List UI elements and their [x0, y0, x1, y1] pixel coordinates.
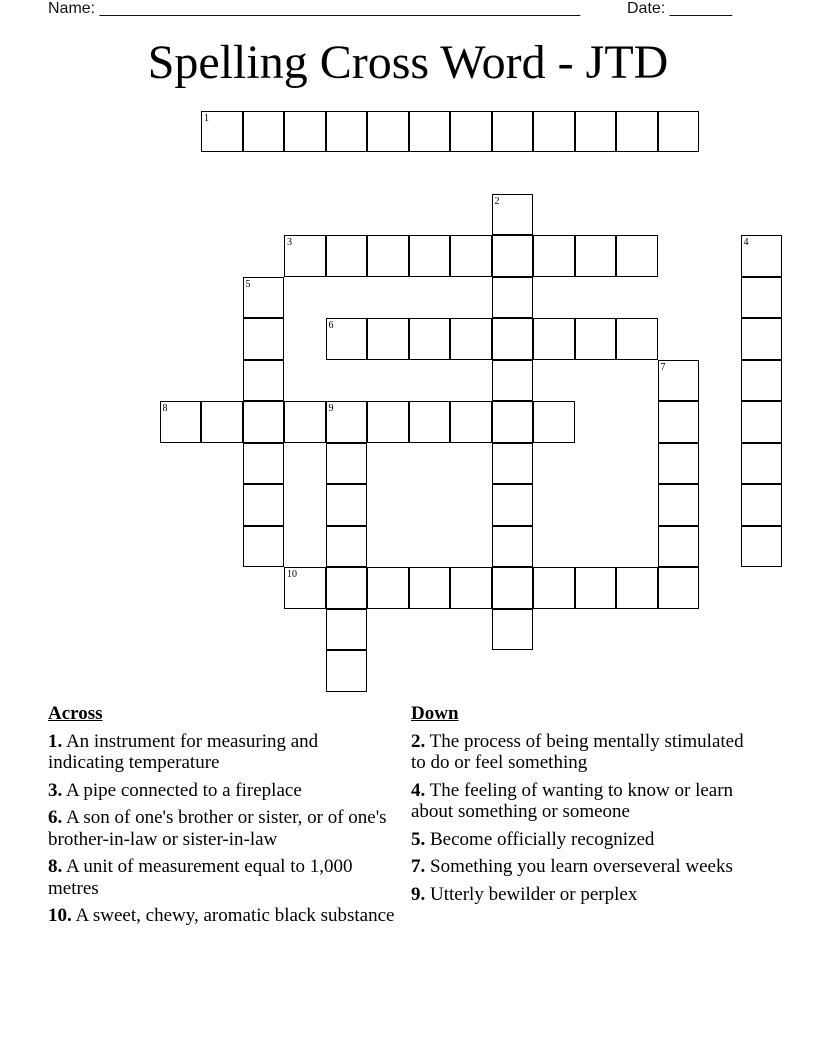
clue-text: A pipe connected to a fireplace	[62, 779, 302, 801]
crossword-cell[interactable]	[575, 235, 617, 277]
crossword-cell[interactable]	[492, 194, 534, 236]
crossword-cell[interactable]	[450, 401, 492, 443]
crossword-cell[interactable]	[741, 360, 783, 402]
crossword-cell[interactable]	[533, 318, 575, 360]
crossword-cell[interactable]	[533, 567, 575, 609]
crossword-cell[interactable]	[326, 567, 368, 609]
clue-text: An instrument for measuring and indicating temperature	[48, 730, 319, 773]
clue-number: 1.	[48, 730, 63, 752]
crossword-cell[interactable]	[450, 235, 492, 277]
clue-number: 4.	[411, 779, 426, 801]
crossword-cell[interactable]	[409, 401, 451, 443]
clue-number-label: 4	[743, 237, 749, 248]
crossword-cell[interactable]	[409, 111, 451, 153]
clue-number-label: 6	[328, 320, 334, 331]
crossword-cell[interactable]	[658, 567, 700, 609]
date-field-label: Date: _______	[627, 0, 732, 17]
crossword-cell[interactable]	[741, 318, 783, 360]
crossword-cell[interactable]	[492, 484, 534, 526]
crossword-cell[interactable]	[492, 609, 534, 651]
crossword-cell[interactable]	[741, 526, 783, 568]
crossword-cell[interactable]	[492, 318, 534, 360]
down-clues	[411, 703, 761, 911]
down-clue	[411, 884, 761, 906]
across-clue	[48, 807, 398, 850]
crossword-cell[interactable]	[326, 526, 368, 568]
crossword-cell[interactable]	[741, 443, 783, 485]
clue-number-label: 2	[494, 195, 500, 207]
clue-number: 9.	[411, 883, 426, 905]
crossword-cell[interactable]	[326, 650, 368, 692]
page-title: Spelling Cross Word - JTD	[147, 36, 669, 89]
across-clues	[48, 703, 398, 933]
crossword-cell[interactable]	[741, 484, 783, 526]
crossword-cell[interactable]	[326, 235, 368, 277]
crossword-cell[interactable]	[741, 401, 783, 443]
crossword-cell[interactable]	[409, 567, 451, 609]
clue-number-label: 10	[287, 569, 297, 580]
clue-text: The feeling of wanting to know or learn about something or someone	[411, 779, 734, 822]
crossword-cell[interactable]	[201, 401, 243, 443]
across-heading: Across	[48, 703, 103, 724]
crossword-cell[interactable]	[367, 318, 409, 360]
crossword-cell[interactable]	[492, 401, 534, 443]
across-clue	[48, 856, 398, 899]
crossword-cell[interactable]	[367, 567, 409, 609]
crossword-cell[interactable]	[243, 401, 285, 443]
clue-number: 10.	[48, 905, 72, 926]
crossword-cell[interactable]	[616, 111, 658, 153]
clue-text: Utterly bewilder or perplex	[425, 883, 638, 905]
crossword-cell[interactable]	[160, 401, 202, 443]
crossword-cell[interactable]	[658, 443, 700, 485]
crossword-cell[interactable]	[450, 567, 492, 609]
clue-number-label: 7	[660, 361, 666, 373]
crossword-cell[interactable]	[201, 111, 243, 153]
crossword-cell[interactable]	[658, 526, 700, 568]
across-clue	[48, 780, 398, 802]
crossword-cell[interactable]	[367, 401, 409, 443]
clue-text: A son of one's brother or sister, or of one's brother-in-law or sister-in-law	[48, 807, 387, 850]
crossword-cell[interactable]	[409, 318, 451, 360]
clue-text: Become officially recognized	[425, 828, 655, 850]
crossword-cell[interactable]	[533, 401, 575, 443]
crossword-cell[interactable]	[326, 318, 368, 360]
down-clue	[411, 829, 761, 851]
clue-number: 8.	[48, 856, 63, 877]
clue-number: 6.	[48, 807, 63, 828]
crossword-cell[interactable]	[533, 111, 575, 153]
across-clue	[48, 731, 398, 774]
crossword-cell[interactable]	[367, 111, 409, 153]
down-clue	[411, 856, 761, 878]
crossword-cell[interactable]	[450, 318, 492, 360]
crossword-cell[interactable]	[284, 111, 326, 153]
crossword-cell[interactable]	[243, 318, 285, 360]
crossword-cell[interactable]	[616, 318, 658, 360]
crossword-cell[interactable]	[492, 235, 534, 277]
crossword-cell[interactable]	[243, 277, 285, 319]
crossword-cell[interactable]	[575, 111, 617, 153]
down-clue	[411, 731, 761, 774]
crossword-cell[interactable]	[243, 526, 285, 568]
crossword-cell[interactable]	[658, 401, 700, 443]
crossword-cell[interactable]	[326, 484, 368, 526]
crossword-cell[interactable]	[492, 277, 534, 319]
crossword-cell[interactable]	[284, 567, 326, 609]
clue-number: 2.	[411, 730, 426, 752]
crossword-cell[interactable]	[326, 401, 368, 443]
down-clue	[411, 780, 761, 823]
crossword-cell[interactable]	[616, 235, 658, 277]
crossword-cell[interactable]	[658, 484, 700, 526]
clue-number: 3.	[48, 779, 63, 801]
crossword-cell[interactable]	[284, 401, 326, 443]
crossword-cell[interactable]	[492, 567, 534, 609]
crossword-cell[interactable]	[243, 360, 285, 402]
crossword-cell[interactable]	[409, 235, 451, 277]
crossword-cell[interactable]	[450, 111, 492, 153]
clue-number: 5.	[411, 828, 426, 850]
crossword-cell[interactable]	[533, 235, 575, 277]
crossword-cell[interactable]	[616, 567, 658, 609]
clue-text: The process of being mentally stimulated to do or feel something	[411, 730, 744, 773]
name-field-label: Name: ______________________________________________________	[48, 0, 581, 17]
clue-number-label: 3	[287, 237, 292, 248]
crossword-cell[interactable]	[243, 111, 285, 153]
crossword-cell[interactable]	[492, 111, 534, 153]
crossword-cell[interactable]	[492, 443, 534, 485]
crossword-cell[interactable]	[326, 111, 368, 153]
clue-text: A sweet, chewy, aromatic black substance	[71, 905, 395, 926]
crossword-cell[interactable]	[741, 235, 783, 277]
crossword-cell[interactable]	[284, 235, 326, 277]
crossword-cell[interactable]	[492, 526, 534, 568]
clue-text: Something you learn overseveral weeks	[425, 856, 733, 877]
clue-number-label: 1	[204, 112, 209, 124]
crossword-cell[interactable]	[575, 567, 617, 609]
down-heading: Down	[411, 703, 459, 724]
crossword-cell[interactable]	[741, 277, 783, 319]
crossword-cell[interactable]	[658, 111, 700, 153]
crossword-cell[interactable]	[243, 443, 285, 485]
clue-number-label: 5	[245, 278, 251, 290]
clue-number-label: 9	[328, 403, 334, 414]
crossword-cell[interactable]	[326, 443, 368, 485]
clue-number: 7.	[411, 856, 426, 877]
crossword-cell[interactable]	[575, 318, 617, 360]
clue-number-label: 8	[162, 403, 168, 414]
crossword-cell[interactable]	[326, 609, 368, 651]
crossword-cell[interactable]	[492, 360, 534, 402]
clue-text: A unit of measurement equal to 1,000 metres	[48, 856, 353, 899]
crossword-cell[interactable]	[658, 360, 700, 402]
crossword-cell[interactable]	[243, 484, 285, 526]
crossword-cell[interactable]	[367, 235, 409, 277]
across-clue	[48, 905, 398, 927]
